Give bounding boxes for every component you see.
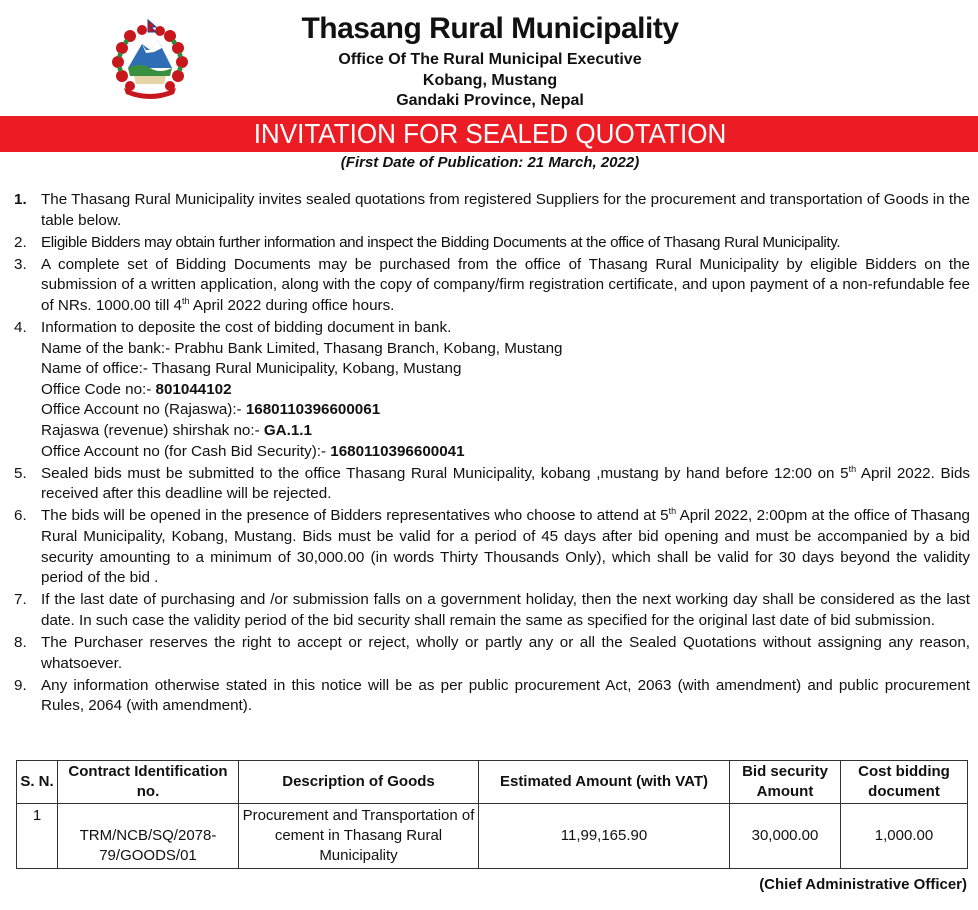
column-header-contract-id: Contract Identification no. — [58, 761, 239, 804]
column-header-description: Description of Goods — [239, 761, 479, 804]
cell-cost-bidding-document: 1,000.00 — [841, 804, 968, 869]
cell-sn: 1 — [17, 804, 58, 869]
cell-estimated-amount: 11,99,165.90 — [479, 804, 730, 869]
item-text: The bids will be opened in the presence of Bidders representatives who choose to attend at 5th April 2022, 2:00pm at the office of Thasang Rural Municipality, Kobang, Mustang. Bids must be valid for a period of 45 days after bid opening and must be accompanied by a bid security amounting to a minimum of 30,000.00 (in words Thirty Thousands Only), which shall be valid for 30 days beyond the validity period of the bid . — [41, 506, 970, 587]
list-item — [14, 590, 970, 631]
list-item — [14, 464, 970, 505]
list-item — [14, 233, 970, 254]
notice-items — [14, 190, 970, 718]
item-number: 8. — [14, 633, 27, 651]
item-number: 4. — [14, 319, 27, 337]
bank-name-line: Name of the bank:- Prabhu Bank Limited, Thasang Branch, Kobang, Mustang — [41, 339, 563, 357]
office-code-line: Office Code no:- 801044102 — [41, 380, 232, 398]
location-line: Kobang, Mustang — [422, 72, 558, 89]
office-subtitle: Office Of The Rural Municipal Executive — [338, 51, 642, 68]
item-text: A complete set of Bidding Documents may be purchased from the office of Thasang Rural Municipality by eligible Bidders on the submission of a written application, along with the copy of company/firm registration certificate, and upon payment of a non-refundable fee of NRs. 1000.00 till 4th April 2022 during office hours. — [41, 255, 970, 314]
table-row — [17, 804, 968, 869]
municipality-title: Thasang Rural Municipality — [301, 12, 679, 45]
list-item — [14, 506, 970, 588]
item-number: 7. — [14, 591, 27, 609]
item-text: Sealed bids must be submitted to the office Thasang Rural Municipality, kobang ,mustang by hand before 12:00 on 5th April 2022. Bids received after this deadline will be rejected. — [41, 463, 970, 503]
cell-bid-security: 30,000.00 — [730, 804, 841, 869]
column-header-estimated-amount: Estimated Amount (with VAT) — [479, 761, 730, 804]
column-header-cost-bidding-document: Cost bidding document — [841, 761, 968, 804]
account-rajaswa-line: Office Account no (Rajaswa):- 1680110396600061 — [41, 401, 381, 419]
item-number: 6. — [14, 507, 27, 525]
account-bid-security-line: Office Account no (for Cash Bid Security):- 1680110396600041 — [41, 442, 465, 460]
item-text: The Purchaser reserves the right to accept or reject, wholly or partly any or all the Sealed Quotations without assigning any reason, whatsoever. — [41, 633, 970, 672]
item-text: Eligible Bidders may obtain further information and inspect the Bidding Documents at the office of Thasang Rural Municipality. — [41, 233, 841, 251]
cell-contract-id: TRM/NCB/SQ/2078-79/GOODS/01 — [58, 804, 239, 869]
table-header-row — [17, 761, 968, 804]
column-header-sn: S. N. — [17, 761, 58, 804]
item-text: Any information otherwise stated in this notice will be as per public procurement Act, 2063 (with amendment) and public procurement Rules, 2064 (with amendment). — [41, 676, 970, 715]
province-line: Gandaki Province, Nepal — [396, 92, 584, 109]
item-number: 3. — [14, 255, 27, 273]
list-item — [14, 676, 970, 717]
column-header-bid-security: Bid security Amount — [730, 761, 841, 804]
list-item — [14, 318, 970, 462]
item-number: 1. — [14, 191, 27, 208]
signature-line: (Chief Administrative Officer) — [759, 876, 967, 893]
shirshak-line: Rajaswa (revenue) shirshak no:- GA.1.1 — [41, 422, 312, 440]
item-number: 5. — [14, 464, 27, 482]
cell-description: Procurement and Transportation of cement in Thasang Rural Municipality — [239, 804, 479, 869]
item-text: If the last date of purchasing and /or submission falls on a government holiday, then the next working day shall be considered as the last date. In such case the validity period of the bid security shall remain the same as specified for the original last date of bid submission. — [41, 591, 970, 629]
item-number: 2. — [14, 233, 27, 251]
list-item — [14, 633, 970, 674]
notice-title: INVITATION FOR SEALED QUOTATION — [253, 118, 727, 149]
item-text: The Thasang Rural Municipality invites sealed quotations from registered Suppliers for the procurement and transportation of Goods in the table below. — [41, 191, 970, 229]
office-name-line: Name of office:- Thasang Rural Municipality, Kobang, Mustang — [41, 360, 462, 378]
goods-table — [16, 760, 968, 869]
list-item — [14, 255, 970, 317]
item-number: 9. — [14, 676, 27, 694]
publication-date: (First Date of Publication: 21 March, 2022) — [340, 154, 640, 171]
item-text: Information to deposite the cost of bidding document in bank. Name of the bank:- Prabhu Bank Limited, Thasang Branch, Kobang, Mustang Name of office:- Thasang Rural Municipality, Kobang, Mustang Office Code no:- 801044102 Office Account no (Rajaswa):- 1680110396600061 Rajaswa (revenue) shirshak no:- GA.1.1 Office Account no (for Cash Bid Security):- 1680110396600041 — [41, 318, 970, 462]
list-item — [14, 190, 970, 231]
